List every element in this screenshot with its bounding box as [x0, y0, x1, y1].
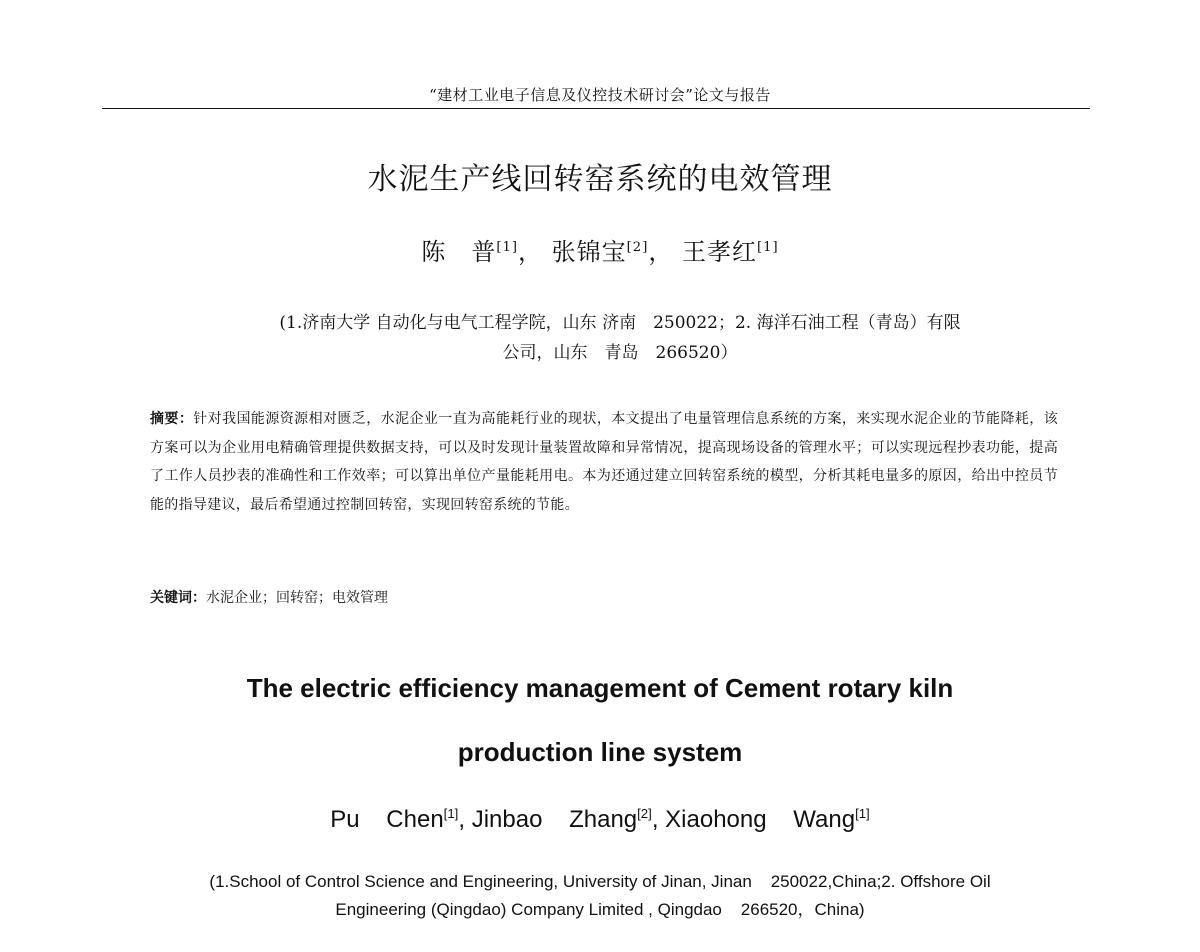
- chinese-affiliation: [190, 308, 1050, 368]
- keywords-label: 关键词：: [150, 590, 206, 606]
- abstract-label: 摘要：: [150, 411, 194, 427]
- author-name: 张锦宝: [551, 238, 627, 266]
- author-ref: [1]: [855, 806, 870, 821]
- english-authors: [0, 806, 1200, 834]
- chinese-abstract: [150, 405, 1058, 519]
- author-name: 陈 普: [421, 238, 497, 266]
- chinese-authors: [0, 232, 1200, 267]
- author-name: Xiaohong Wang: [665, 806, 856, 833]
- english-affiliation: [120, 868, 1080, 924]
- affiliation-line: (1.School of Control Science and Engineering, University of Jinan, Jinan 250022,China;2. Offshore Oil: [209, 872, 991, 891]
- chinese-keywords: [150, 586, 1050, 610]
- author-name: Pu Chen: [330, 806, 444, 833]
- author-ref: [2]: [637, 806, 652, 821]
- chinese-title: 水泥生产线回转窑系统的电效管理: [367, 162, 833, 197]
- author-name: 王孝红: [681, 238, 757, 266]
- author-ref: [1]: [496, 240, 519, 255]
- author-ref: [2]: [626, 240, 649, 255]
- running-header: “建材工业电子信息及仪控技术研讨会”论文与报告: [429, 86, 771, 104]
- author-ref: [1]: [756, 240, 779, 255]
- affiliation-line: (1.济南大学 自动化与电气工程学院，山东 济南 250022；2. 海洋石油工程（青岛）有限: [279, 313, 961, 333]
- keywords-text: 水泥企业；回转窑；电效管理: [206, 590, 388, 606]
- english-title-line: production line system: [457, 737, 743, 767]
- affiliation-line: Engineering (Qingdao) Company Limited , Qingdao 266520，China): [335, 900, 865, 919]
- english-title-line: The electric efficiency management of Cement rotary kiln: [246, 673, 954, 703]
- author-sep: ,: [458, 806, 472, 833]
- header-rule: [102, 108, 1090, 109]
- author-ref: [1]: [443, 806, 459, 821]
- author-sep: ，: [648, 238, 674, 266]
- affiliation-line: 公司，山东 青岛 266520）: [502, 343, 738, 363]
- author-name: Jinbao Zhang: [471, 806, 638, 833]
- abstract-text: 针对我国能源资源相对匮乏，水泥企业一直为高能耗行业的现状，本文提出了电量管理信息系统的方案，来实现水泥企业的节能降耗，该方案可以为企业用电精确管理提供数据支持，可以及时发现计量装置故障和异常情况，提高现场设备的管理水平；可以实现远程抄表功能，提高了工作人员抄表的准确性和工作效率；可以算出单位产量能耗用电。本为还通过建立回转窑系统的模型，分析其耗电量多的原因，给出中控员节能的指导建议，最后希望通过控制回转窑，实现回转窑系统的节能。: [150, 411, 1058, 513]
- english-title: [0, 656, 1200, 784]
- author-sep: ,: [651, 806, 666, 833]
- author-sep: ，: [518, 238, 544, 266]
